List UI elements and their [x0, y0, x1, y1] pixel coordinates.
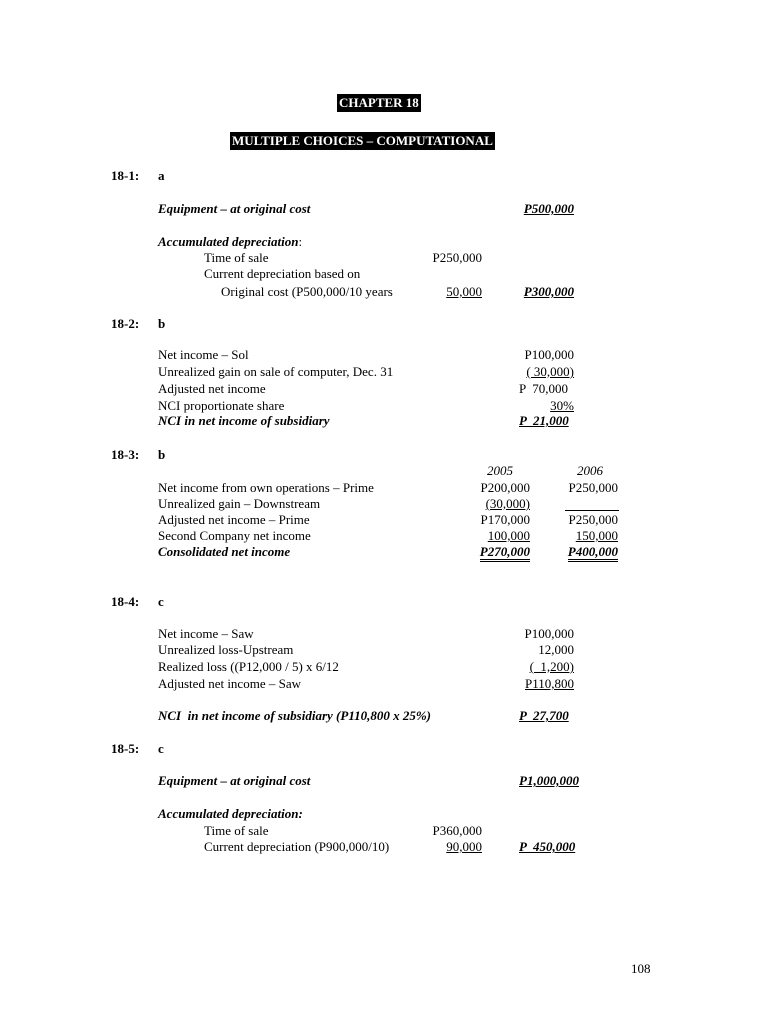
nci-result-value: P 27,700	[519, 708, 569, 723]
line-value: P110,800	[525, 676, 574, 691]
column-header-2006: 2006	[577, 463, 603, 478]
line-label: Adjusted net income – Saw	[158, 676, 301, 691]
line-label: Adjusted net income – Prime	[158, 512, 310, 527]
line-value: P100,000	[524, 626, 574, 641]
chapter-title: CHAPTER 18	[339, 95, 419, 110]
equipment-value: P500,000	[523, 201, 574, 216]
page-number: 108	[631, 961, 651, 976]
problem-number: 18-5:	[111, 741, 140, 756]
line-label: Net income – Saw	[158, 626, 254, 641]
section-title: MULTIPLE CHOICES – COMPUTATIONAL	[232, 133, 493, 148]
problem-answer: a	[158, 168, 165, 183]
problem-answer: b	[158, 447, 166, 462]
accum-dep-heading: Accumulated depreciation:	[158, 806, 303, 821]
equipment-label: Equipment – at original cost	[158, 201, 311, 216]
accum-dep-total: P300,000	[523, 284, 574, 299]
line-label: Unrealized gain – Downstream	[158, 496, 321, 511]
line-label: NCI proportionate share	[158, 398, 285, 413]
problem-answer: b	[158, 316, 166, 331]
current-dep-value: 90,000	[446, 839, 482, 854]
current-dep-label: Current depreciation (P900,000/10)	[204, 839, 390, 854]
consolidated-2006: P400,000	[528, 544, 618, 559]
problem-number: 18-3:	[111, 447, 140, 462]
time-of-sale-value: P360,000	[432, 823, 482, 838]
line-label: Net income from own operations – Prime	[158, 480, 374, 495]
line-value-2006	[565, 496, 619, 511]
time-of-sale-label: Time of sale	[204, 823, 269, 838]
problem-answer: c	[158, 594, 164, 609]
line-value-2006: P250,000	[568, 480, 618, 495]
time-of-sale-label: Time of sale	[204, 250, 269, 265]
time-of-sale-value: P250,000	[432, 250, 482, 265]
line-label: Adjusted net income	[158, 381, 266, 396]
line-label: Realized loss ((P12,000 / 5) x 6/12	[158, 659, 339, 674]
line-label: Second Company net income	[158, 528, 311, 543]
consolidated-2005: P270,000	[440, 544, 530, 559]
line-value-2006: 150,000	[575, 528, 618, 543]
nci-result-label: NCI in net income of subsidiary	[158, 413, 330, 428]
line-value: P100,000	[524, 347, 574, 362]
line-label: Unrealized gain on sale of computer, Dec. 31	[158, 364, 394, 379]
problem-number: 18-4:	[111, 594, 140, 609]
nci-result-label: NCI in net income of subsidiary (P110,800 x 25%)	[158, 708, 432, 723]
current-dep-label-2: Original cost (P500,000/10 years	[221, 284, 393, 299]
problem-number: 18-2:	[111, 316, 140, 331]
accum-dep-heading: Accumulated depreciation:	[158, 234, 303, 249]
equipment-label: Equipment – at original cost	[158, 773, 311, 788]
line-value-2005: 100,000	[487, 528, 530, 543]
line-value-2005: (30,000)	[485, 496, 530, 511]
accum-dep-total: P 450,000	[519, 839, 576, 854]
current-dep-value: 50,000	[446, 284, 482, 299]
problem-number: 18-1:	[111, 168, 140, 183]
line-value: ( 30,000)	[526, 364, 574, 379]
current-dep-label-1: Current depreciation based on	[204, 266, 361, 281]
line-label: Net income – Sol	[158, 347, 249, 362]
line-value-2006: P250,000	[568, 512, 618, 527]
line-label: Unrealized loss-Upstream	[158, 642, 294, 657]
consolidated-label: Consolidated net income	[158, 544, 291, 559]
line-value: 12,000	[538, 642, 574, 657]
line-value-2005: P170,000	[480, 512, 530, 527]
line-value: ( 1,200)	[529, 659, 574, 674]
problem-answer: c	[158, 741, 164, 756]
line-value: P 70,000	[519, 381, 568, 396]
equipment-value: P1,000,000	[519, 773, 579, 788]
line-value: 30%	[550, 398, 574, 413]
line-value-2005: P200,000	[480, 480, 530, 495]
nci-result-value: P 21,000	[519, 413, 569, 428]
column-header-2005: 2005	[487, 463, 513, 478]
